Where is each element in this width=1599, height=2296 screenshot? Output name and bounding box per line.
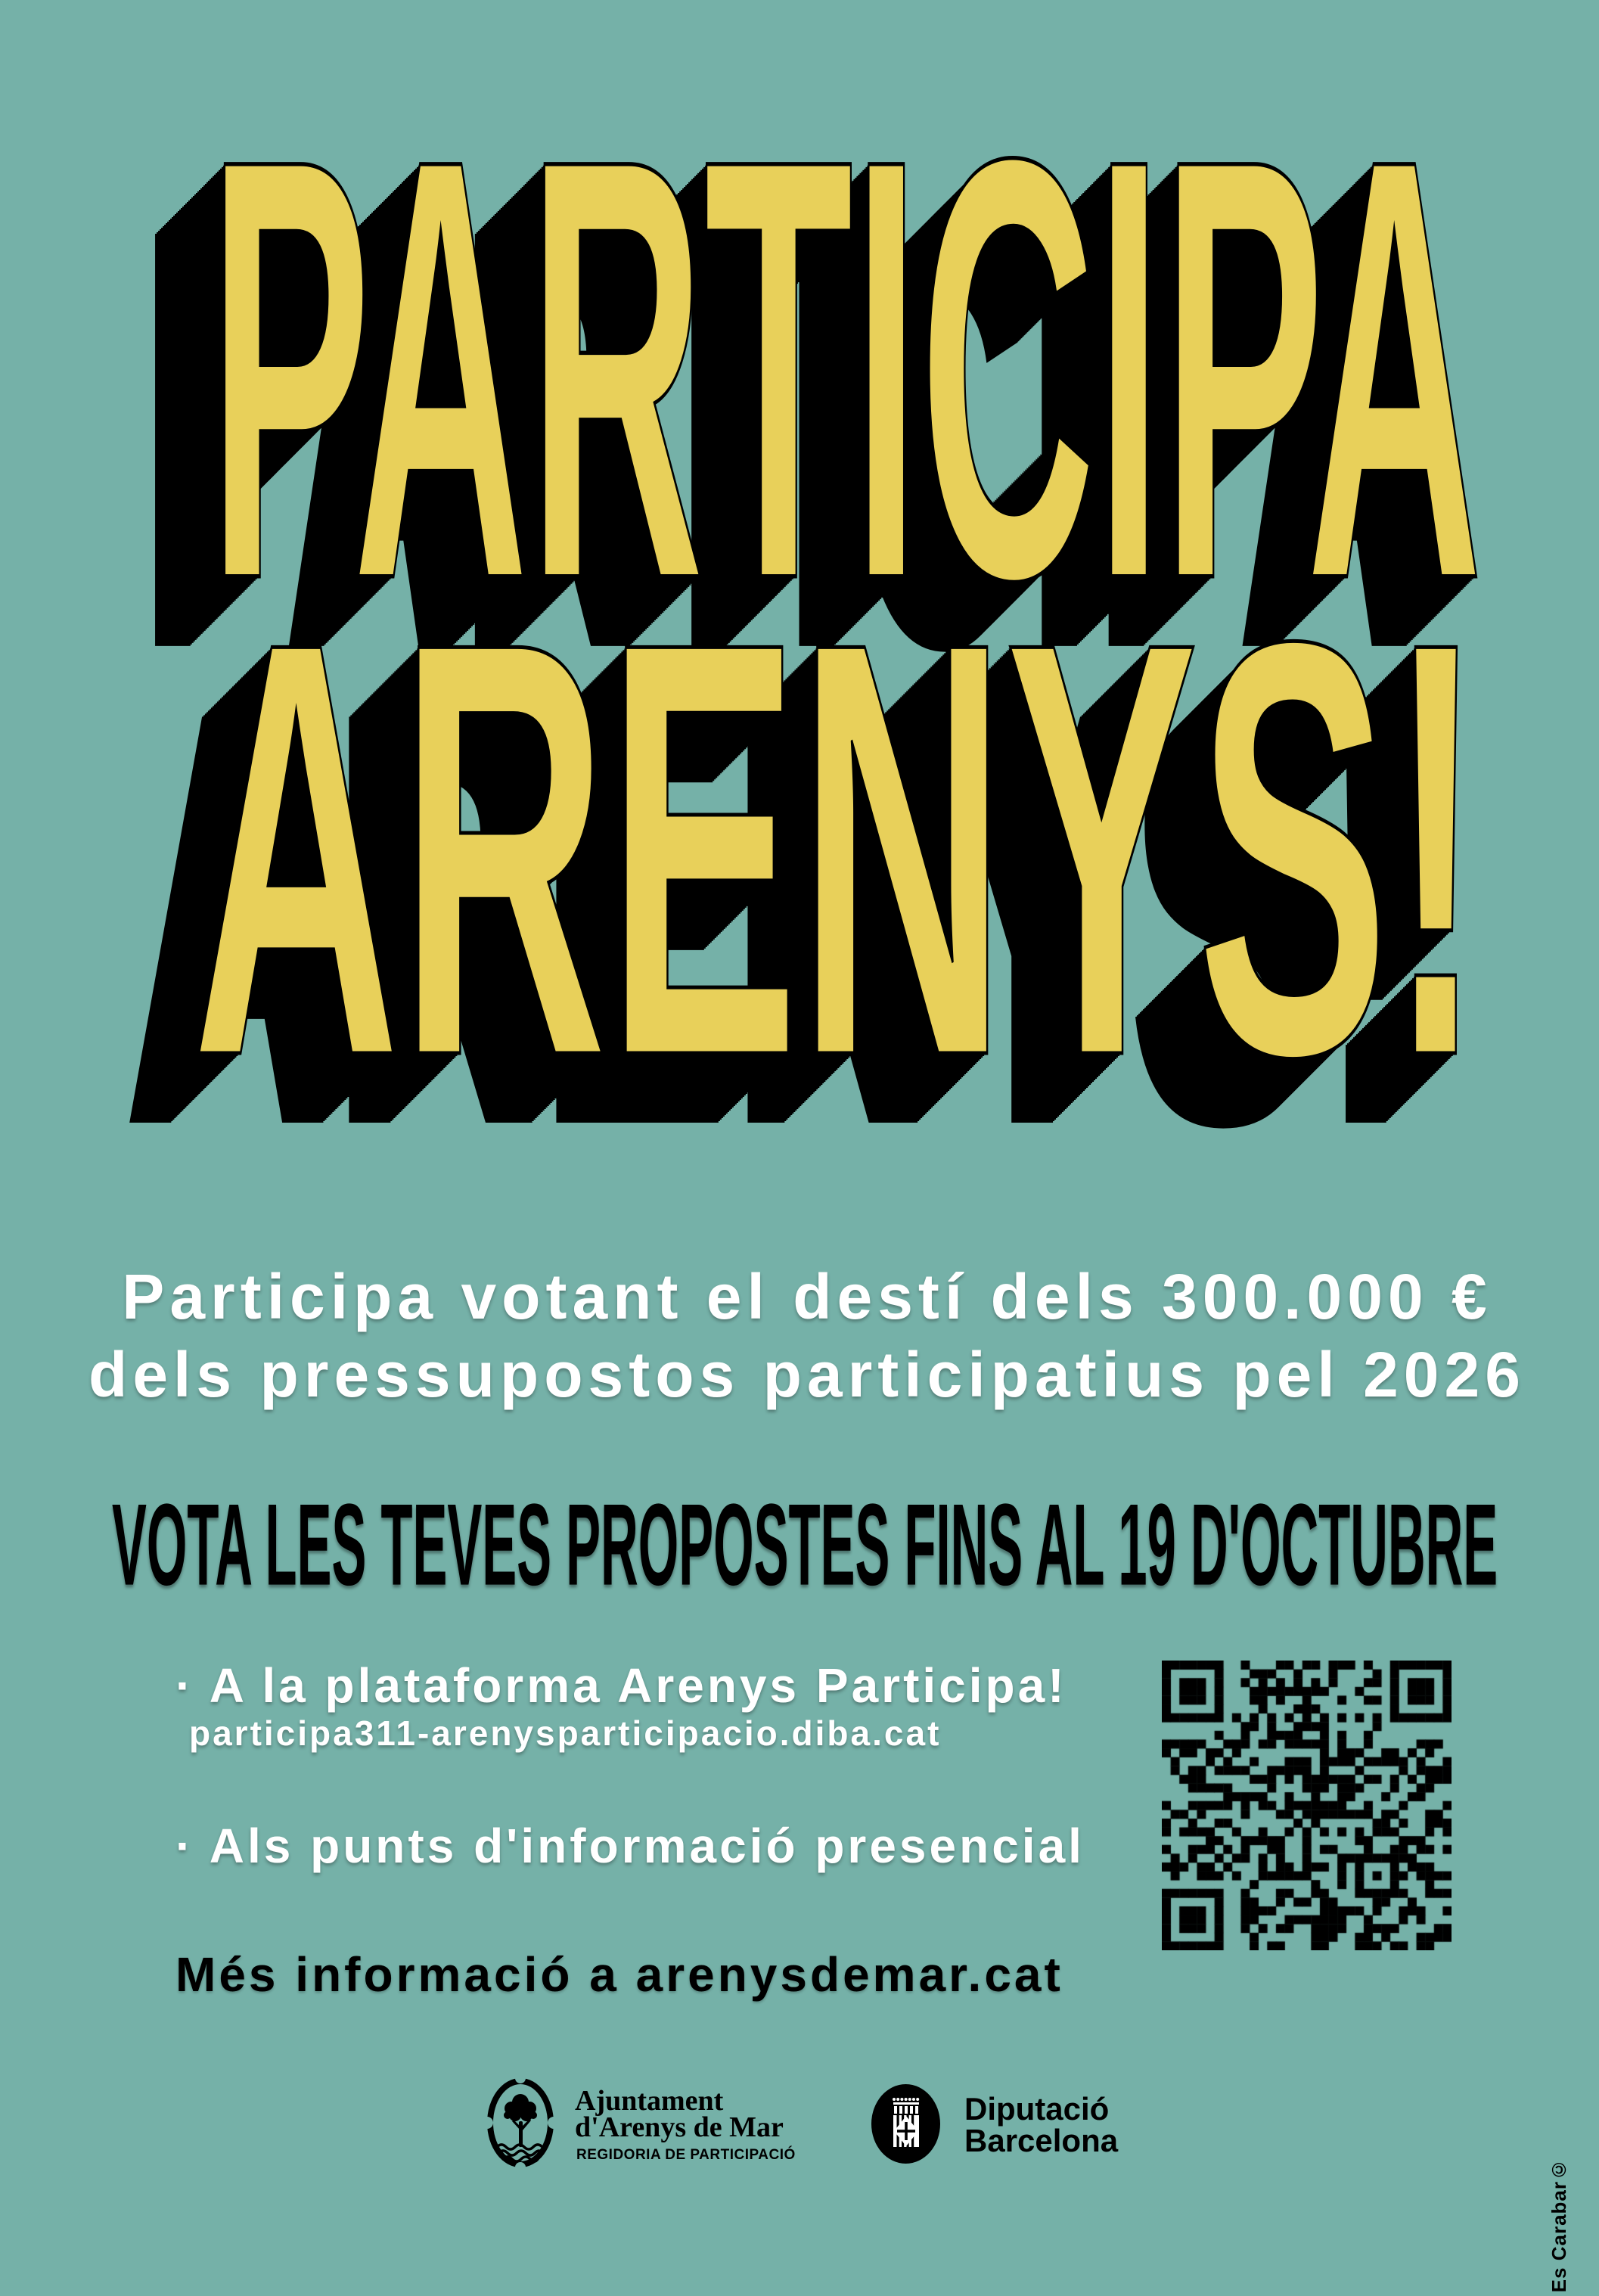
credit-vertical-text: Es Carabar© [1548,2158,1570,2293]
channel-inperson-bullet: · Als punts d'informació presencial [175,1819,1085,1873]
ajuntament-name-line-2: d'Arenys de Mar [575,2111,784,2143]
diputacio-name-line-2: Barcelona [964,2123,1119,2158]
diputacio-name [964,2093,1118,2157]
deadline-heading: VOTA LES TEVES PROPOSTES FINS AL 19 D'OCTUBRE [111,1480,1498,1610]
ajuntament-name-line-1: Ajuntament [575,2085,724,2117]
channel-platform-bullet: · A la plataforma Arenys Participa! [175,1658,1067,1713]
more-info-text: Més informació a arenysdemar.cat [175,1947,1063,2002]
title-line-2: ARENYS! [191,519,1483,1179]
subtitle-line-1: Participa votant el destí dels 300.000 € [122,1261,1492,1332]
title-line-1: PARTICIPA [208,35,1482,705]
channel-platform-url: participa311-arenysparticipacio.diba.cat [189,1713,942,1753]
diputacio-name-line-1: Diputació [964,2091,1110,2127]
ajuntament-department: REGIDORIA DE PARTICIPACIÓ [576,2147,796,2163]
diputacio-emblem-icon [871,2084,940,2164]
qr-code-icon [1162,1661,1452,1950]
subtitle [8,1258,1599,1415]
ajuntament-name [575,2085,784,2143]
ajuntament-seal-icon [486,2077,554,2168]
subtitle-line-2: dels pressupostos participatius pel 2026 [88,1339,1526,1411]
